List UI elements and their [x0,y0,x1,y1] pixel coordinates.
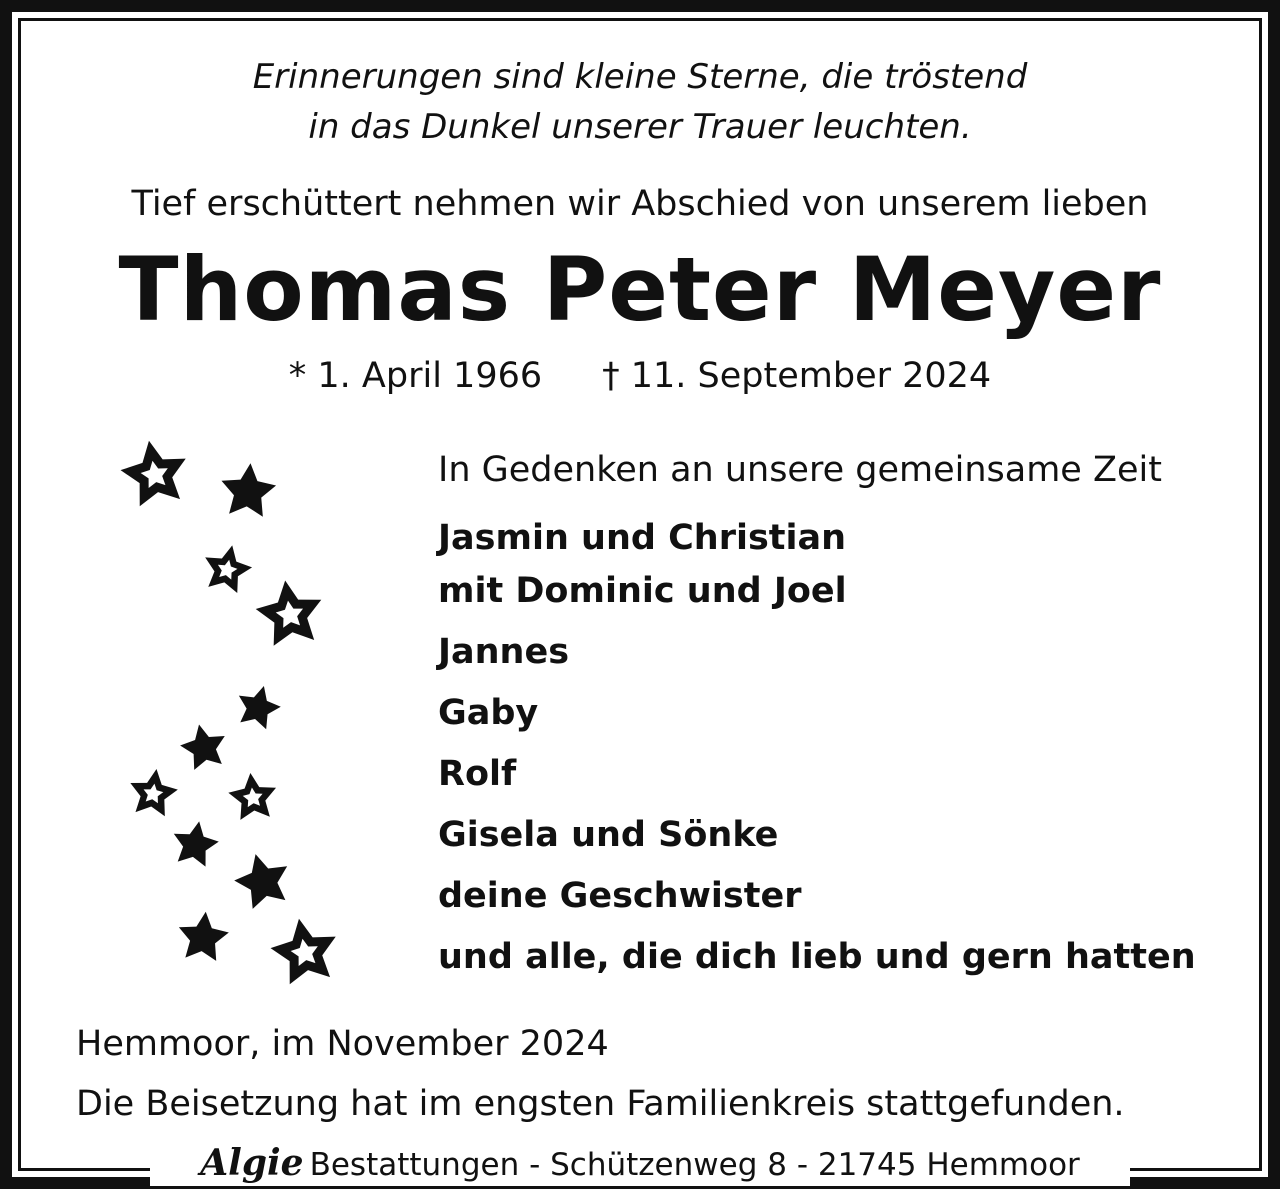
mourner-item: Jasmin und Christian [438,518,847,558]
place-date: Hemmoor, im November 2024 [76,1024,609,1064]
mourner-item: Jannes [438,632,570,672]
star-icon [176,909,231,962]
star-icon [232,680,285,731]
remembrance-line: In Gedenken an unsere gemeinsame Zeit [438,450,1162,490]
mourner-item: Gisela und Sönke [438,815,779,855]
mourners-list [438,516,1196,996]
star-icon [199,540,255,595]
star-icon [177,720,231,772]
mourner-item: deine Geschwister [438,876,802,916]
star-icon [116,435,192,508]
star-icon [219,461,278,518]
quote-line-2: in das Dunkel unserer Trauer leuchten. [308,107,972,147]
star-icon [229,847,295,912]
mourner-item: und alle, die dich lieb und gern hatten [438,937,1196,977]
burial-note: Die Beisetzung hat im engsten Familienkreis stattgefunden. [76,1084,1125,1124]
mourner-item: Gaby [438,693,539,733]
mourner-item: Rolf [438,754,517,794]
funeral-home-footer [150,1142,1130,1186]
star-icon [266,913,342,986]
funeral-home-logo: Algie [200,1142,304,1184]
star-icon [126,766,180,818]
star-icon [169,817,222,868]
death-date: † 11. September 2024 [602,356,992,396]
funeral-home-address: Bestattungen - Schützenweg 8 - 21745 Hemmoor [309,1147,1080,1183]
quote-line-1: Erinnerungen sind kleine Sterne, die tröstend [252,57,1028,97]
intro-text: Tief erschüttert nehmen wir Abschied von unserem lieben [131,184,1149,224]
star-icon [252,576,326,648]
deceased-name: Thomas Peter Meyer [118,238,1162,341]
star-icon [227,770,279,820]
memorial-quote [0,52,1280,152]
life-dates [0,356,1280,396]
mourner-item: mit Dominic und Joel [438,571,847,611]
stars-decoration [100,420,380,1020]
birth-date: * 1. April 1966 [288,356,543,396]
